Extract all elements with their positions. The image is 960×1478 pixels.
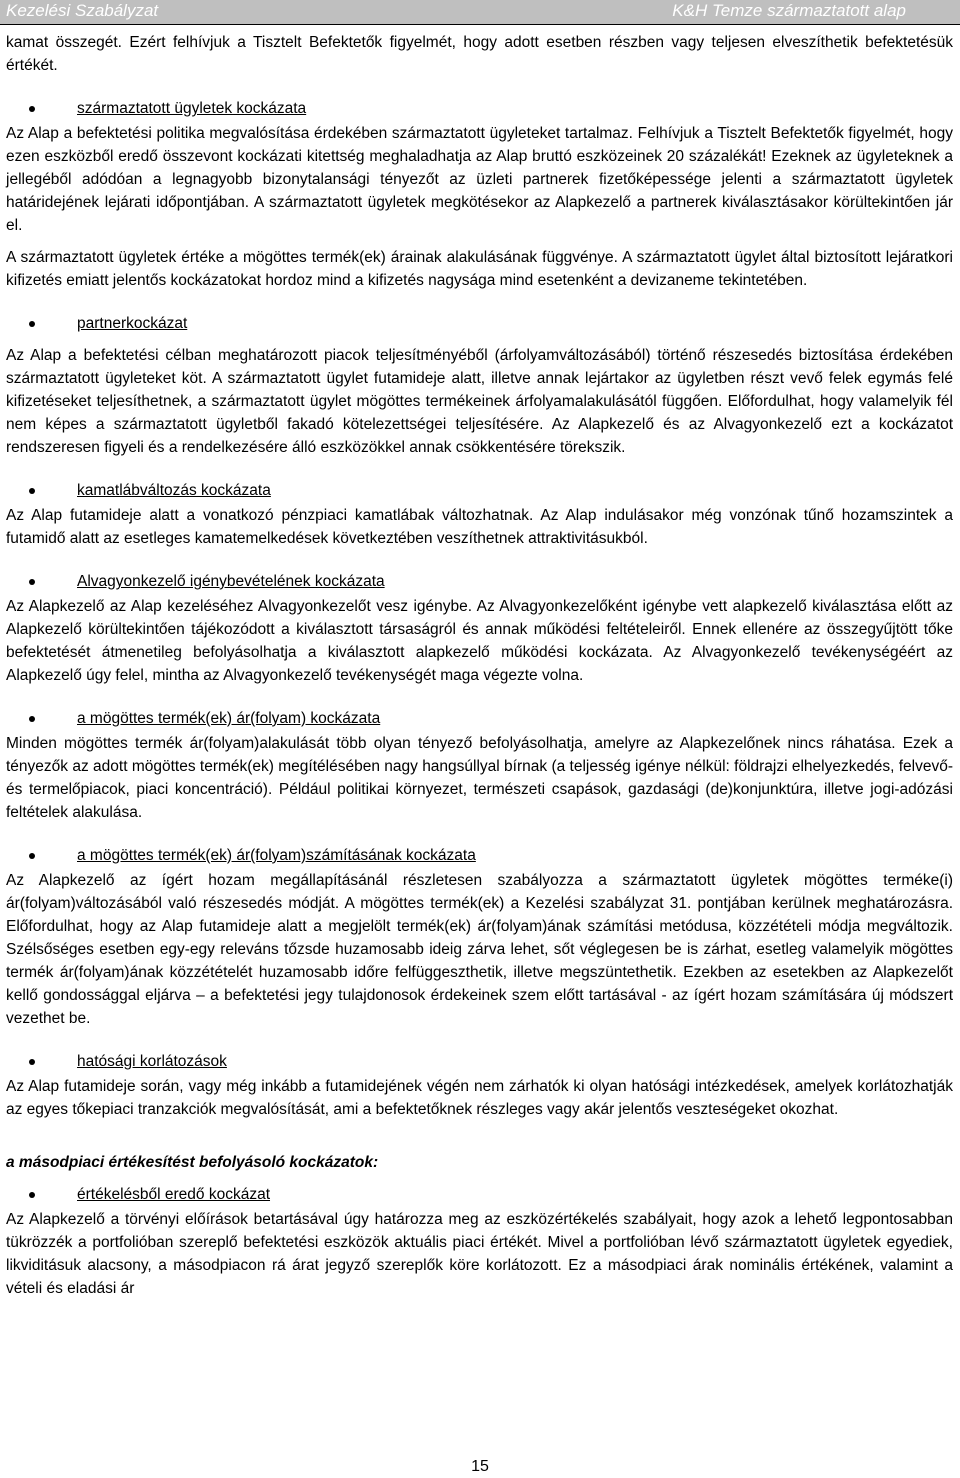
bullet-icon	[29, 1059, 35, 1065]
section-paragraph: Az Alap a befektetési célban meghatározott piacok teljesítményéből (árfolyamváltozásából) történő részesedés biztosítása érdekében származtatott ügyleteket köt. A származtatott ügylet futamideje alatt, illetve annak lejártakor az ügyletben részt vevő felek egymás felé kifizetéseket teljesíthetnek, a származtatott ügylet mögöttes termékeinek árfolyamalakulásától függően. Előfordulhat, hogy valamelyik fél nem képes a származtatott ügyletből fakadó kötelezettségei teljesítésére. Az Alapkezelő és az Alvagyonkezelő ezt a kockázatot rendszeresen figyeli és a rendelkezésére álló eszközökkel annak csökkentésére törekszik.	[6, 347, 953, 456]
document-title: Kezelési Szabályzat	[6, 1, 159, 20]
section-heading-derivatives-risk: származtatott ügyletek kockázata	[6, 97, 953, 120]
bullet-icon	[29, 579, 35, 585]
section-paragraph: Az Alap a befektetési politika megvalósítása érdekében származtatott ügyleteket tartalmaz. Felhívjuk a Tisztelt Befektetők figyelmét, hogy ezen eszközből eredő összevont kockázati kitettség meghaladhatja az Alap bruttó eszközeinek 20 százalékát! Ezeknek az ügyleteknek a jellegéből adódóan a legnagyobb bizonytalansági tényezőt az üzleti partnerek fizetőképessége jelenti a származtatott ügyletek határidejének lejárati időpontjában. A származtatott ügyletek megkötésekor az Alapkezelő a partnerek kiválasztásakor körültekintően jár el.	[6, 125, 953, 234]
secondary-market-heading: a másodpiaci értékesítést befolyásoló kockázatok:	[6, 1154, 379, 1171]
document-body	[6, 31, 953, 1300]
intro-paragraph: kamat összegét. Ezért felhívjuk a Tisztelt Befektetők figyelmét, hogy adott esetben részben vagy teljesen elveszíthetik befektetésük értékét.	[6, 34, 953, 74]
bullet-icon	[29, 488, 35, 494]
bullet-icon	[29, 106, 35, 112]
section-paragraph: A származtatott ügyletek értéke a mögöttes termék(ek) árainak alakulásának függvénye. A származtatott ügylet által biztosított lejáratkori kifizetés emiatt jelentős kockázatokat hordoz mind a kifizetés nagysága mind esetenként a devizaneme tekintetében.	[6, 249, 953, 289]
section-paragraph: Minden mögöttes termék ár(folyam)alakulását több olyan tényező befolyásolhatja, amelyre az Alapkezelőnek nincs ráhatása. Ezek a tényezők az adott mögöttes termék(ek) megítélésében nagy hangsúllyal bírnak (a teljesség igénye nélkül: földrajzi elhelyezkedés, felvevő- és termelőpiacok, piaci koncentráció). Például politikai környezet, természeti csapások, gazdasági (de)konjunktúra, illetve jogi-adózási feltételek alakulása.	[6, 735, 953, 821]
section-paragraph: Az Alap futamideje alatt a vonatkozó pénzpiaci kamatlábak változhatnak. Az Alap indulásakor még vonzónak tűnő hozamszintek a futamidő alatt az esetleges kamatemelkedések következtében veszíthetnek attraktivitásukból.	[6, 507, 953, 547]
section-heading-price-calculation-risk: a mögöttes termék(ek) ár(folyam)számításának kockázata	[6, 844, 953, 867]
section-paragraph: Az Alapkezelő a törvényi előírások betartásával úgy határozza meg az eszközértékelés szabályait, hogy azok a lehető legpontosabban tükrözzék a portfolióban szereplő befektetési eszközök aktuális piaci értékét. Mivel a portfolióban lévő származtatott ügyletek egyediek, likviditásuk alacsony, a másodpiacon rá árat jegyző szereplők köre korlátozott. Ez a másodpiaci árak nominális értékének, valamint a vételi és eladási ár	[6, 1211, 953, 1297]
section-heading-valuation-risk: értékelésből eredő kockázat	[6, 1183, 953, 1206]
section-heading-subadvisor-risk: Alvagyonkezelő igénybevételének kockázata	[6, 570, 953, 593]
bullet-icon	[29, 853, 35, 859]
section-heading-counterparty-risk: partnerkockázat	[6, 312, 953, 335]
section-heading-regulatory-restrictions: hatósági korlátozások	[6, 1050, 953, 1073]
section-heading-underlying-price-risk: a mögöttes termék(ek) ár(folyam) kockázata	[6, 707, 953, 730]
section-heading-interest-rate-risk: kamatlábváltozás kockázata	[6, 479, 953, 502]
section-paragraph: Az Alapkezelő az Alap kezeléséhez Alvagyonkezelőt vesz igénybe. Az Alvagyonkezelőként igénybe vett alapkezelő kiválasztása előtt az Alapkezelő körültekintően tájékozódott a kiválasztott társaságról és annak működési feltételeiről. Ennek ellenére az összegyűjtött tőke befektetését átmenetileg befolyásolhatja a kiválasztott alapkezelő működési kockázata. Az Alvagyonkezelő tevékenységéért az Alapkezelő úgy felel, mintha az Alvagyonkezelő tevékenységét maga végezte volna.	[6, 598, 953, 684]
fund-name: K&H Temze származtatott alap	[672, 1, 906, 20]
section-paragraph: Az Alapkezelő az ígért hozam megállapításánál részletesen szabályozza a származtatott ügyletek mögöttes terméke(i) ár(folyam)változásából való részesedés módját. A mögöttes termék(ek) a Kezelési szabályzat 31. pontjában kerülnek meghatározásra. Előfordulhat, hogy az Alap futamideje alatt a megjelölt termék(ek) ár(folyam)ának számítási metódusa, közzétételi módja megváltozik. Szélsőséges esetben egy-egy releváns tőzsde huzamosabb ideig zárva lehet, sőt véglegesen be is zárhat, esetleg valamelyik mögöttes termék ár(folyam)ának közzétételét huzamosabb időre felfüggeszthetik, illetve megszüntethetik. Ezekben az esetekben az Alapkezelőt kellő gondossággal eljárva – a befektetési jegy tulajdonosok érdekeinek szem előtt tartásával - az ígért hozam számítására új módszert vezethet be.	[6, 872, 953, 1027]
bullet-icon	[29, 716, 35, 722]
section-paragraph: Az Alap futamideje során, vagy még inkább a futamidejének végén nem zárhatók ki olyan hatósági intézkedések, amelyek korlátozhatják az egyes tőkepiaci tranzakciók megvalósítását, ami a befektetőknek részleges vagy akár jelentős veszteségeket okozhat.	[6, 1078, 953, 1118]
page-header	[0, 0, 960, 25]
page-number: 15	[471, 1458, 489, 1475]
bullet-icon	[29, 1192, 35, 1198]
bullet-icon	[29, 321, 35, 327]
